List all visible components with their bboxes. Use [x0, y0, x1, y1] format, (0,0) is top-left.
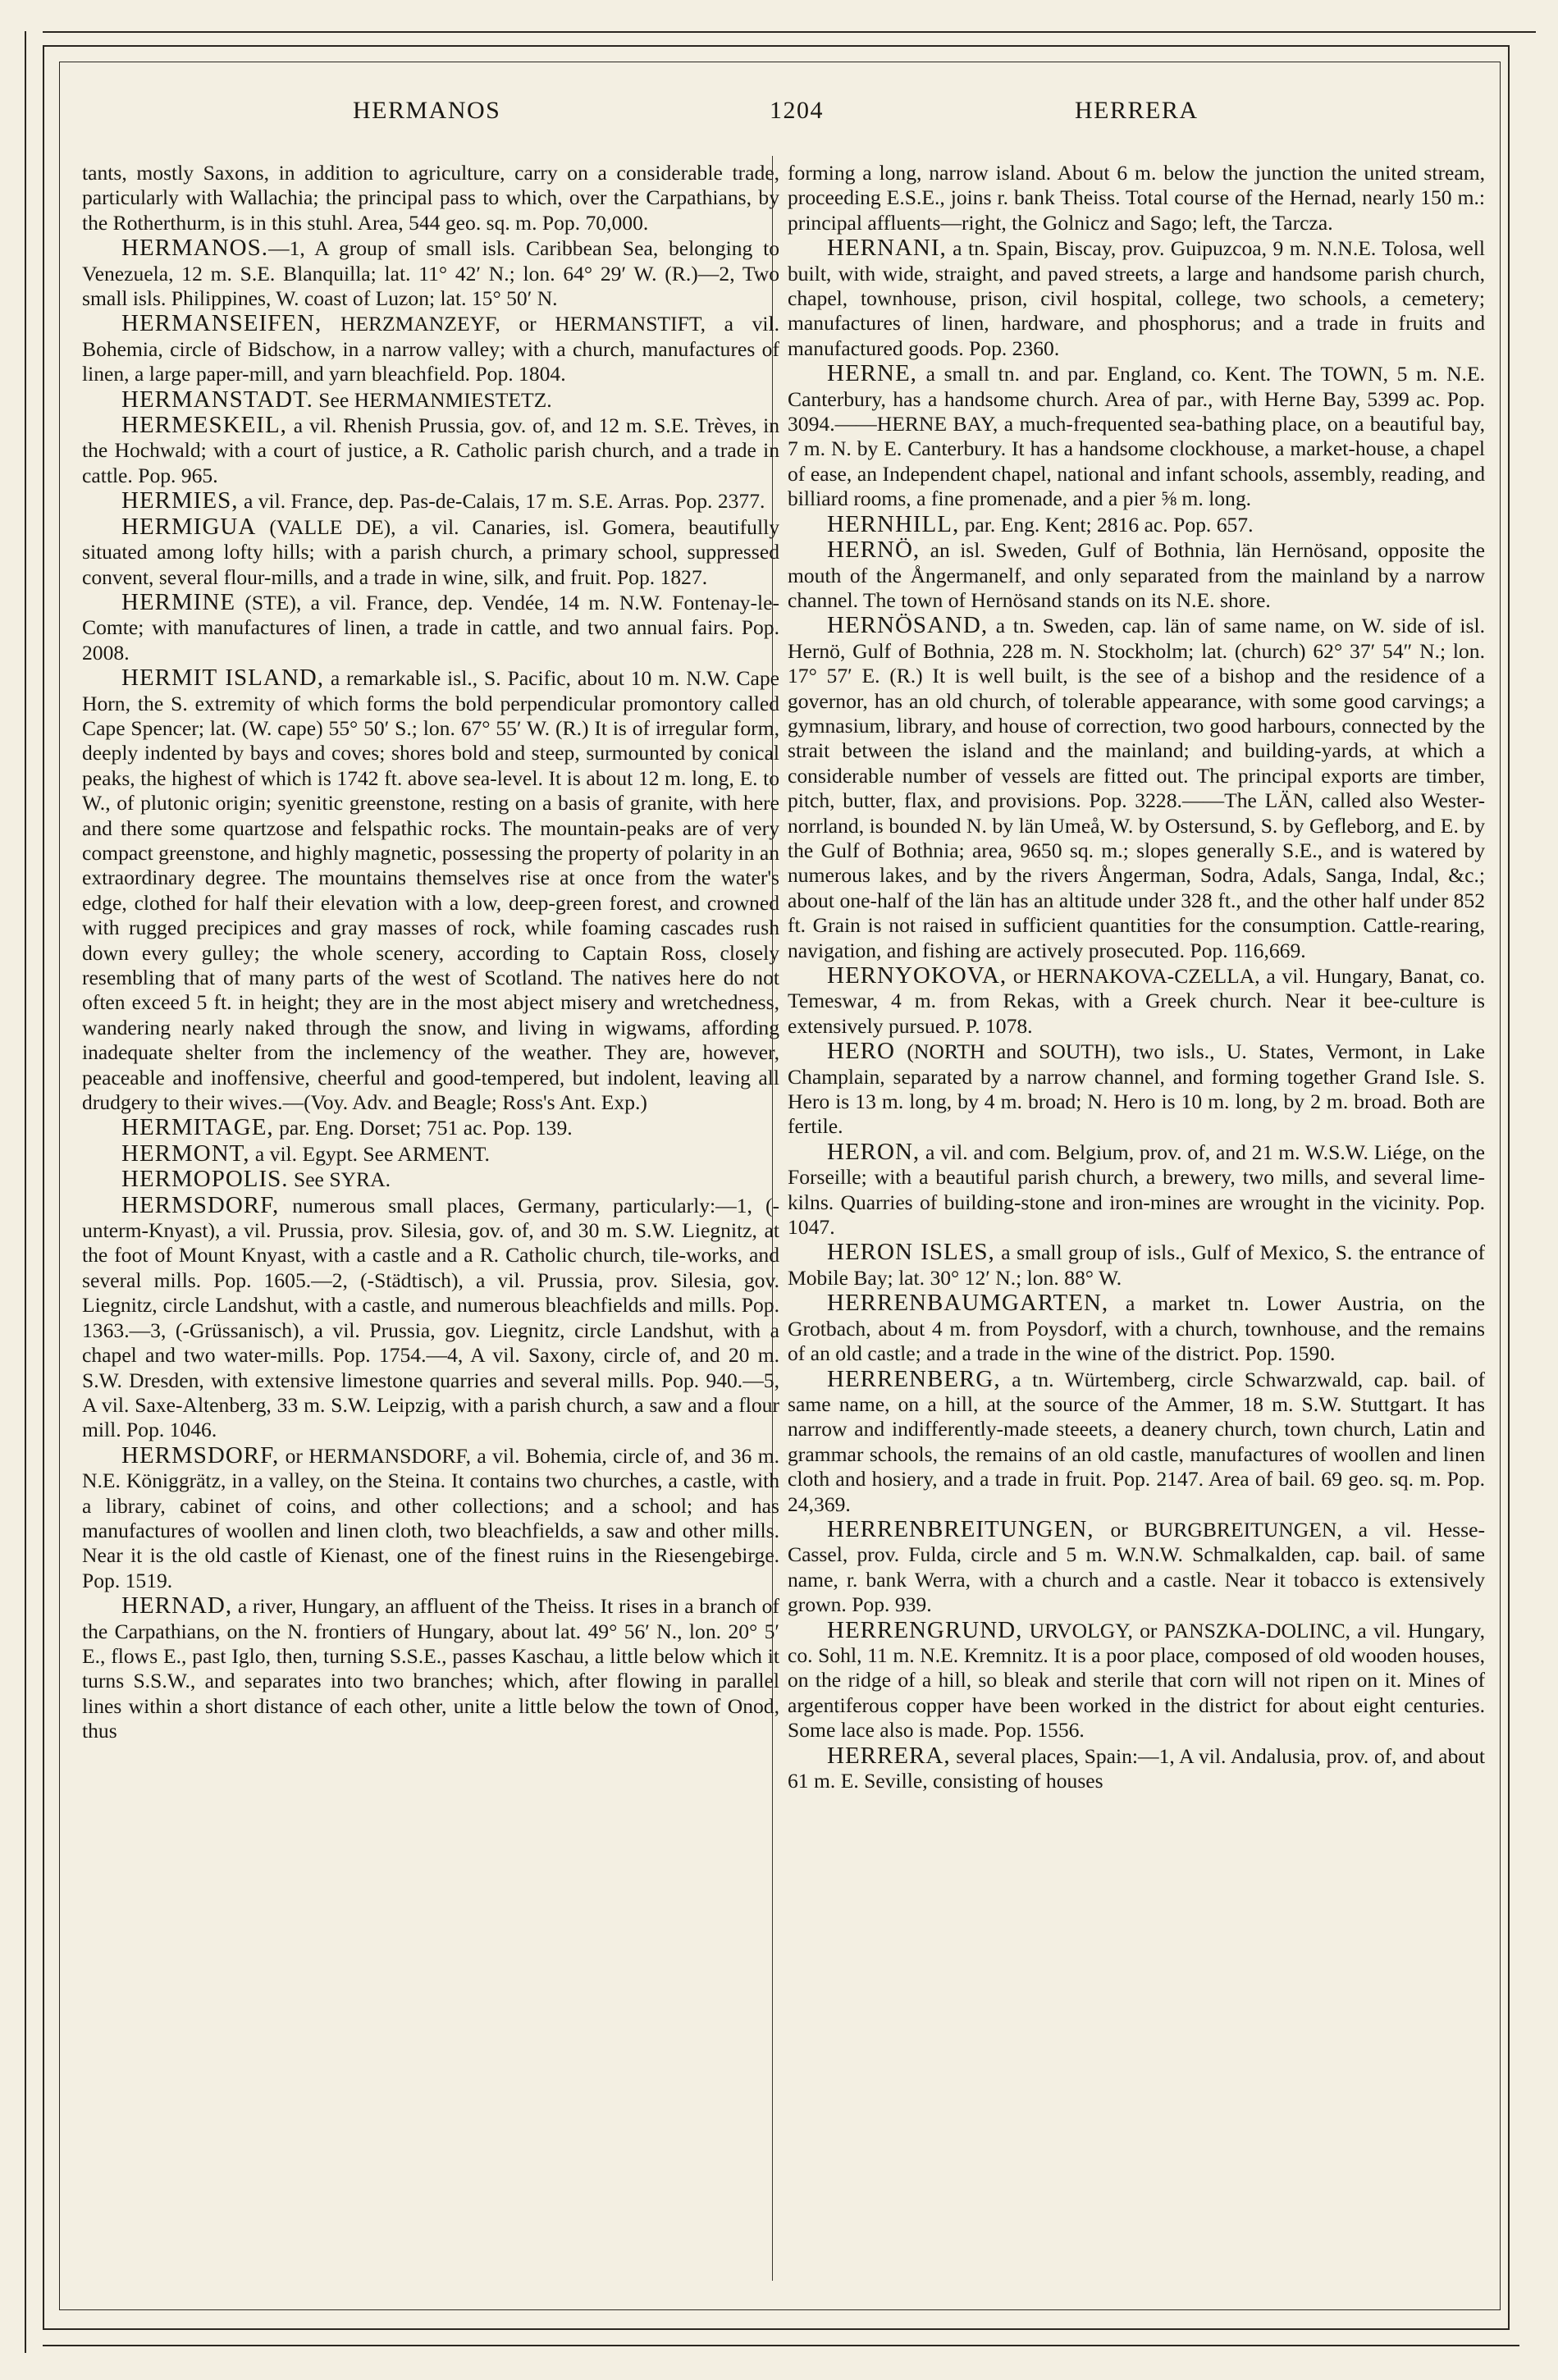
entry-headword: HERON ISLES,	[827, 1239, 995, 1266]
entry-text: a river, Hungary, an affluent of the Theiss. It rises in a branch of the Carpathians, on the N. frontiers of Hungary, about lat. 49° 56′ N., lon. 20° 5′ E., flows E., past Iglo, then, turning S.S.E., passes Kaschau, a little below which it turns S.S.W., and separates into two branches; which, after flowing in parallel lines within a short distance of each other, unite a little below the town of Onod, thus	[82, 1594, 779, 1743]
entry-headword: HERMANSEIFEN,	[121, 310, 322, 337]
entry-text: or HERMANSDORF, a vil. Bohemia, circle of, and 36 m. N.E. Königgrätz, in a valley, on the Steina. It contains two churches, a castle, with a library, cabinet of coins, and other collections; and a school; and has manufactures of woollen and linen cloth, two bleachfields, a saw and other mills. Near it is the old castle of Kienast, one of the finest ruins in the Riesengebirge. Pop. 1519.	[82, 1443, 779, 1592]
entry	[788, 1743, 1485, 1794]
entry-headword: HERRENBREITUNGEN,	[827, 1515, 1094, 1542]
entry-text: a small group of isls., Gulf of Mexico, S. the entrance of Mobile Bay; lat. 30° 12′ N.; lon. 88° W.	[788, 1240, 1485, 1290]
entry	[82, 161, 779, 235]
entry-headword: HERMESKEIL,	[121, 412, 287, 439]
bottom-edge-line	[43, 2345, 1519, 2346]
entry-headword: HERMANOS.	[121, 235, 268, 262]
entry	[82, 1593, 779, 1743]
entry	[82, 488, 779, 514]
entry	[788, 537, 1485, 613]
entry-headword: HERMITAGE,	[121, 1114, 274, 1141]
entry	[788, 1039, 1485, 1140]
right-column	[788, 161, 1485, 2277]
entry-text: par. Eng. Dorset; 751 ac. Pop. 139.	[273, 1116, 573, 1140]
entry-headword: HERNANI,	[827, 235, 947, 262]
entry	[788, 1367, 1485, 1517]
entry-headword: HERMONT,	[121, 1140, 250, 1167]
entry-text: (NORTH and SOUTH), two isls., U. States, Vermont, in Lake Champlain, separated by a narrow channel, and forming together Grand Isle. S. Hero is 13 m. long, by 4 m. broad; N. Hero is 10 m. long, by 2 m. broad. Both are fertile.	[788, 1039, 1485, 1139]
entry-text: par. Eng. Kent; 2816 ac. Pop. 657.	[959, 512, 1254, 537]
entry-text: a market tn. Lower Austria, on the Grotbach, about 4 m. from Poysdorf, with a church, townhouse, and the remains of an old castle; and a trade in the wine of the district. Pop. 1590.	[788, 1291, 1485, 1366]
entry-headword: HERMINE	[121, 588, 236, 615]
entry-text: a vil. Egypt. See ARMENT.	[249, 1141, 490, 1166]
entry-text: a small tn. and par. England, co. Kent. The TOWN, 5 m. N.E. Canterbury, has a handsome church. Area of par., with Herne Bay, 5399 ac. Pop. 3094.——HERNE BAY, a much-frequented sea-bathing place, on a beautiful bay, 7 m. N. by E. Canterbury. It has a handsome clockhouse, a market-house, a chapel of ease, an Independent chapel, national and infant schools, assembly, reading, and billiard rooms, a fine promenade, and a pier ⅝ m. long.	[788, 362, 1485, 511]
entry	[82, 1443, 779, 1593]
entry-headword: HERMIGUA	[121, 513, 257, 540]
entry	[82, 514, 779, 590]
page-number: 1204	[770, 97, 824, 124]
entry-headword: HERNE,	[827, 360, 917, 387]
entry-text: (VALLE DE), a vil. Canaries, isl. Gomera, beautifully situated among lofty hills; with a parish church, a primary school, suppressed convent, several flour-mills, and a trade in wine, silk, and fruit. Pop. 1827.	[82, 514, 779, 589]
entry-headword: HERRENBERG,	[827, 1365, 1001, 1392]
entry-headword: HERRENBAUMGARTEN,	[827, 1290, 1109, 1317]
entry	[82, 1167, 779, 1192]
entry-headword: HERNÖSAND,	[827, 612, 989, 639]
entry-text: forming a long, narrow island. About 6 m. below the junction the united stream, proceeding E.S.E., joins r. bank Theiss. Total course of the Hernad, nearly 150 m.: principal affluents—right, the Golnicz and Sago; left, the Tarcza.	[788, 161, 1485, 235]
entry-text: See SYRA.	[288, 1167, 391, 1192]
entry-headword: HERMIES,	[121, 487, 239, 514]
entry-text: HERZMANZEYF, or HERMANSTIFT, a vil. Bohemia, circle of Bidschow, in a narrow valley; with a church, manufactures of linen, a large paper-mill, and yarn bleachfield. Pop. 1804.	[82, 312, 779, 386]
header-right-word: HERRERA	[1075, 97, 1199, 124]
entry-headword: HERRERA,	[827, 1742, 951, 1769]
entry-headword: HERNHILL,	[827, 510, 960, 537]
entry-text: or HERNAKOVA-CZELLA, a vil. Hungary, Banat, co. Temeswar, 4 m. from Rekas, with a Greek church. Near it bee-culture is extensively pursued. P. 1078.	[788, 964, 1485, 1038]
entry-headword: HERNYOKOVA,	[827, 962, 1007, 989]
entry	[82, 590, 779, 665]
entry	[788, 1517, 1485, 1618]
entry-headword: HERON,	[827, 1138, 921, 1165]
entry-text: a vil. France, dep. Pas-de-Calais, 17 m. S.E. Arras. Pop. 2377.	[238, 489, 765, 514]
entry-text: (STE), a vil. France, dep. Vendée, 14 m. N.W. Fontenay-le-Comte; with manufactures of linen, a trade in cattle, and two annual fairs. Pop. 2008.	[82, 590, 779, 665]
entry-text: numerous small places, Germany, particularly:—1, (-unterm-Knyast), a vil. Prussia, prov. Silesia, gov. of, and 30 m. S.W. Liegnitz, at the foot of Mount Knyast, with a castle and a R. Catholic church, tile-works, and several mills. Pop. 1605.—2, (-Städtisch), a vil. Prussia, prov. Silesia, gov. Liegnitz, circle Landshut, with a castle, and numerous bleachfields and mills. Pop. 1363.—3, (-Grüssanisch), a vil. Prussia, gov. Liegnitz, circle Landshut, with a chapel and two water-mills. Pop. 1754.—4, A vil. Saxony, circle of, and 20 m. S.W. Dresden, with extensive limestone quarries and several mills. Pop. 940.—5, A vil. Saxe-Altenberg, 33 m. S.W. Leipzig, with a parish church, a saw and a flour mill. Pop. 1046.	[82, 1193, 779, 1442]
entry-text: or BURGBREITUNGEN, a vil. Hesse-Cassel, prov. Fulda, circle and 5 m. W.N.W. Schmalkalden, cap. bail. of same name, r. bank Werra, with a church and a castle. Near it tobacco is extensively grown. Pop. 939.	[788, 1517, 1485, 1617]
entry-headword: HERMANSTADT.	[121, 386, 313, 413]
entry-text: a tn. Sweden, cap. län of same name, on W. side of isl. Hernö, Gulf of Bothnia, 228 m. N. Stockholm; lat. (church) 62° 37′ 54″ N.; lon. 17° 57′ E. (R.) It is well built, is the see of a bishop and the residence of a governor, has an old church, of tolerable appearance, with some good carvings; a gymnasium, library, and house of correction, two good harbours, connected by the strait between the island and the mainland; and building-yards, at which a considerable number of vessels are fitted out. The principal exports are timber, pitch, butter, flax, and provisions. Pop. 3228.——The LÄN, called also Wester-norrland, is bounded N. by län Umeå, W. by Ostersund, S. by Gefleborg, and E. by the Gulf of Bothnia; area, 9650 sq. m.; slopes generally S.E., and is watered by numerous lakes, and by the rivers Ångerman, Sodra, Adals, Sanga, Indal, &c.; about one-half of the län has an altitude under 328 ft., and the other half under 852 ft. Grain is not raised in sufficient quantities for the consumption. Cattle-rearing, navigation, and fishing are actively prosecuted. Pop. 116,669.	[788, 614, 1485, 962]
entry-headword: HERMOPOLIS.	[121, 1166, 289, 1193]
entry-headword: HERNÖ,	[827, 537, 921, 564]
entry-headword: HERNAD,	[121, 1592, 233, 1619]
entry	[788, 963, 1485, 1039]
entry	[82, 235, 779, 311]
entry-headword: HERMSDORF,	[121, 1441, 280, 1469]
entry-text: a vil. and com. Belgium, prov. of, and 21 m. W.S.W. Liége, on the Forseille; with a beautiful parish church, a brewery, two mills, and several lime-kilns. Quarries of building-stone and iron-mines are wrought in the vicinity. Pop. 1047.	[788, 1140, 1485, 1240]
top-edge-line	[43, 31, 1536, 33]
entry	[788, 361, 1485, 511]
entry-headword: HERO	[827, 1038, 895, 1065]
entry	[788, 235, 1485, 361]
entry	[788, 613, 1485, 963]
header-left-word: HERMANOS	[353, 97, 501, 124]
entry	[788, 1140, 1485, 1240]
entry-text: a remarkable isl., S. Pacific, about 10 m. N.W. Cape Horn, the S. extremity of which forms the bold perpendicular promontory called Cape Spencer; lat. (W. cape) 55° 50′ S.; lon. 67° 55′ W. (R.) It is of irregular form, deeply indented by bays and coves; shores bold and steep, surmounted by conical peaks, the highest of which is 1742 ft. above sea-level. It is about 12 m. long, E. to W., of plutonic origin; syenitic greenstone, resting on a basis of granite, with here and there some quartzose and felspathic rocks. The mountain-peaks are of very compact greenstone, and highly magnetic, possessing the property of polarity in an extraordinary degree. The mountains themselves rise at once from the water's edge, clothed for half their elevation with a low, deep-green forest, and crowned with rugged precipices and gray masses of rock, while foaming cascades rush down every gulley; the whole scenery, according to Captain Ross, closely resembling that of many parts of the west of Scotland. The natives here do not often exceed 5 ft. in height; they are in the most abject misery and wretchedness, wandering nearly naked through the snow, and living in wigwams, affording inadequate shelter from the inclemency of the weather. They are, however, peaceable and inoffensive, cheerful and good-tempered, but indolent, leaving all drudgery to their wives.—(Voy. Adv. and Beagle; Ross's Ant. Exp.)	[82, 666, 779, 1115]
entry	[82, 665, 779, 1115]
entry-text: a tn. Spain, Biscay, prov. Guipuzcoa, 9 m. N.N.E. Tolosa, well built, with wide, straight, and paved streets, a large and handsome parish church, chapel, townhouse, prison, civil hospital, college, two schools, a cemetery; manufactures of linen, hardware, and phosphorus; and a trade in fruits and manufactured goods. Pop. 2360.	[788, 236, 1485, 360]
entry	[82, 387, 779, 413]
entry-text: several places, Spain:—1, A vil. Andalusia, prov. of, and about 61 m. E. Seville, consisting of houses	[788, 1743, 1485, 1793]
entry	[788, 512, 1485, 537]
entry	[82, 413, 779, 488]
entry-text: —1, A group of small isls. Caribbean Sea, belonging to Venezuela, 12 m. S.E. Blanquilla; lat. 11° 42′ N.; lon. 64° 29′ W. (R.)—2, Two small isls. Philippines, W. coast of Luzon; lat. 15° 50′ N.	[82, 236, 779, 311]
entry-text: See HERMANMIESTETZ.	[313, 387, 552, 412]
entry-text: tants, mostly Saxons, in addition to agriculture, carry on a considerable trade, particularly with Wallachia; the principal pass to which, over the Carpathians, by the Rotherthurm, is in this stuhl. Area, 544 geo. sq. m. Pop. 70,000.	[82, 161, 779, 235]
entry-text: a tn. Würtemberg, circle Schwarzwald, cap. bail. of same name, on a hill, at the source of the Ammer, 18 m. S.W. Stuttgart. It has narrow and indifferently-made steeets, a deanery church, town church, Latin and grammar schools, the remains of an old castle, manufactures of woollen and linen cloth and hosiery, and a trade in fruit. Pop. 2147. Area of bail. 69 geo. sq. m. Pop. 24,369.	[788, 1367, 1485, 1516]
entry-text: a vil. Rhenish Prussia, gov. of, and 12 m. S.E. Trèves, in the Hochwald; with a court of justice, a R. Catholic parish church, and a trade in cattle. Pop. 965.	[82, 413, 779, 487]
page-header	[82, 97, 1477, 130]
entry-headword: HERRENGRUND,	[827, 1616, 1023, 1643]
entry	[788, 1618, 1485, 1743]
entry	[82, 1141, 779, 1167]
entry-headword: HERMSDORF,	[121, 1191, 280, 1218]
entry-headword: HERMIT ISLAND,	[121, 665, 324, 692]
entry	[82, 311, 779, 386]
left-column	[82, 161, 779, 2277]
entry	[82, 1115, 779, 1140]
entry	[788, 1290, 1485, 1366]
entry	[788, 1240, 1485, 1290]
entry-text: URVOLGY, or PANSZKA-DOLINC, a vil. Hungary, co. Sohl, 11 m. N.E. Kremnitz. It is a poor place, composed of old wooden houses, on the ridge of a hill, so bleak and sterile that corn will not ripen on it. Mines of argentiferous copper have been worked in the district for about eight centuries. Some lace also is made. Pop. 1556.	[788, 1618, 1485, 1743]
left-edge-line	[25, 31, 26, 2353]
entry	[788, 161, 1485, 235]
entry	[82, 1193, 779, 1443]
entry-text: an isl. Sweden, Gulf of Bothnia, län Hernösand, opposite the mouth of the Ångermanelf, and only separated from the mainland by a narrow channel. The town of Hernösand stands on its N.E. shore.	[788, 538, 1485, 612]
